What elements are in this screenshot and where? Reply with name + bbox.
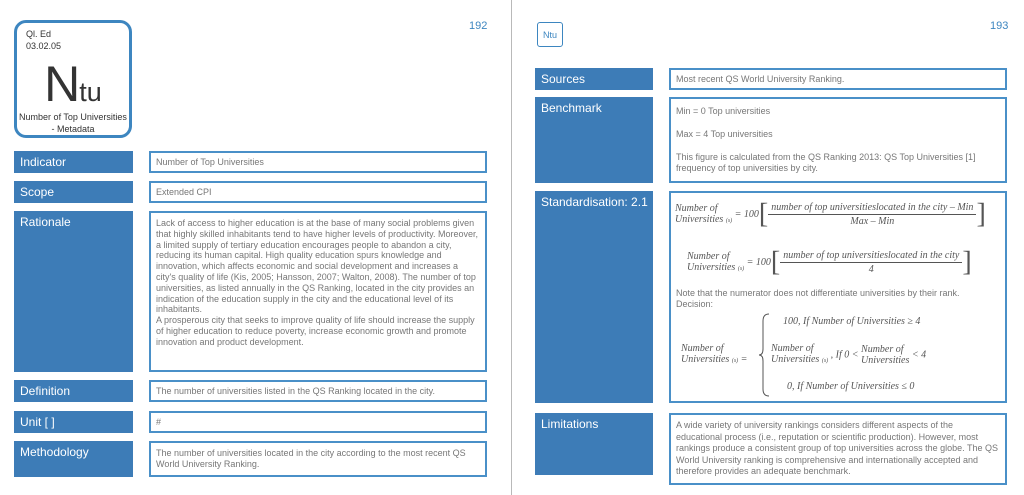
tile-symbol-big: N xyxy=(44,56,80,112)
formula-numerator: number of top universitieslocated in the city – Min xyxy=(768,202,976,215)
tile-symbol xyxy=(17,55,129,113)
rationale-label: Rationale xyxy=(14,211,133,372)
methodology-value: The number of universities located in the city according to the most recent QS World University Ranking. xyxy=(149,441,487,477)
page-number: 193 xyxy=(990,20,1009,32)
note-text: Note that the numerator does not differentiate universities by their rank. xyxy=(676,288,960,298)
piecewise-sub: (s) xyxy=(731,358,739,364)
formula2-lhs-a: Number of xyxy=(687,250,730,262)
standardisation-note xyxy=(676,288,960,310)
indicator-value: Number of Top Universities xyxy=(149,151,487,173)
benchmark-note: This figure is calculated from the QS Ranking 2013: QS Top Universities [1] frequency of top universities by city. xyxy=(676,152,976,173)
indicator-tag: Ntu xyxy=(537,22,563,47)
indicator-tile xyxy=(14,20,132,138)
scope-value: Extended CPI xyxy=(149,181,487,203)
tile-symbol-small: tu xyxy=(79,77,102,107)
left-page xyxy=(0,0,511,495)
methodology-label: Methodology xyxy=(14,441,133,477)
piecewise-case-1: 100, If Number of Universities ≥ 4 xyxy=(783,316,921,327)
tile-ql: Ql. Ed xyxy=(26,29,52,39)
indicator-label: Indicator xyxy=(14,151,133,173)
unit-label: Unit [ ] xyxy=(14,411,133,433)
formula2-lhs-b: Universities xyxy=(687,261,736,273)
limitations-label: Limitations xyxy=(535,413,653,475)
scope-label: Scope xyxy=(14,181,133,203)
formula-applied: Number of Universities (s) = 100[ $\frac{\text{number of top universitieslocated in the city}}{4}$ ] xyxy=(687,246,972,278)
benchmark-label: Benchmark xyxy=(535,97,653,183)
page-number: 192 xyxy=(469,20,488,32)
sources-value: Most recent QS World University Ranking. xyxy=(669,68,1007,90)
unit-value: # xyxy=(149,411,487,433)
definition-value: The number of universities listed in the QS Ranking located in the city. xyxy=(149,380,487,402)
formula2-numerator: number of top universitieslocated in the city xyxy=(780,250,962,263)
case2-end: < 4 xyxy=(911,349,927,361)
piecewise-brace xyxy=(759,313,771,397)
tile-code: 03.02.05 xyxy=(26,41,62,51)
piecewise-lhs-a: Number of xyxy=(681,343,724,354)
case2-b: Universities xyxy=(771,354,820,365)
formula-lhs-a: Number of xyxy=(675,202,718,214)
piecewise-case-2 xyxy=(771,343,926,367)
case2-c: Number of xyxy=(861,344,904,355)
formula-denominator: Max – Min xyxy=(850,216,895,227)
rationale-value: Lack of access to higher education is at the base of many social problems given that highly skilled inhabitants tend to have higher levels of productivity. Moreover, a limited supply of tertiary education encourages people to abandon a city, reducing its human capital. High quality education spurs knowledge and innovation, which affects economic and social development and increases a city's quality of life (Kis, 2005; Hansson, 2007; Walton, 2008). The number of top universities, as listed annually in the QS Ranking, located in the city provides an indication of the education supply in the city and the educational level of its inhabitants. A prosperous city that seeks to improve quality of life should increase the supply of higher education to reduce poverty, increase economic growth and promote innovation and product development. xyxy=(149,211,487,372)
standardisation-label: Standardisation: 2.1 xyxy=(535,191,653,403)
formula2-eq: = 100 xyxy=(746,256,771,268)
formula2-denominator: 4 xyxy=(868,264,874,275)
decision-text: Decision: xyxy=(676,299,714,309)
limitations-value: A wide variety of university rankings considers different aspects of the educational process (i.e., reputation or scientific production). However, most rankings produce a consistent group of top universities across the globe. The QS World University ranking is comprehensive and internationally accepted and therefore provides an adequate benchmark. xyxy=(669,413,1007,485)
case2-sub: (s) xyxy=(821,358,829,364)
benchmark-value xyxy=(669,97,1007,183)
case2-mid: , If 0 < xyxy=(830,349,859,361)
formula-general: Number of Universities (s) = 100[ $\frac{\text{number of top universitieslocated in the city – Min}}{\text{Max – Min}}$ ] xyxy=(675,198,986,230)
benchmark-min: Min = 0 Top universities xyxy=(676,106,771,116)
tile-name: Number of Top Universities - Metadata xyxy=(19,112,127,134)
formula-eq: = 100 xyxy=(734,208,759,220)
formula-sub: (s) xyxy=(725,217,733,224)
benchmark-max: Max = 4 Top universities xyxy=(676,129,773,139)
case2-a: Number of xyxy=(771,343,814,354)
definition-label: Definition xyxy=(14,380,133,402)
piecewise-case-3: 0, If Number of Universities ≤ 0 xyxy=(787,381,915,392)
right-page xyxy=(512,0,1024,495)
standardisation-value xyxy=(669,191,1007,403)
piecewise-lhs-b: Universities xyxy=(681,354,730,365)
case2-d: Universities xyxy=(861,355,910,366)
sources-label: Sources xyxy=(535,68,653,90)
piecewise-lhs: Number of Universities (s) = xyxy=(681,343,748,365)
formula-lhs-b: Universities xyxy=(675,213,724,225)
formula2-sub: (s) xyxy=(737,265,745,272)
